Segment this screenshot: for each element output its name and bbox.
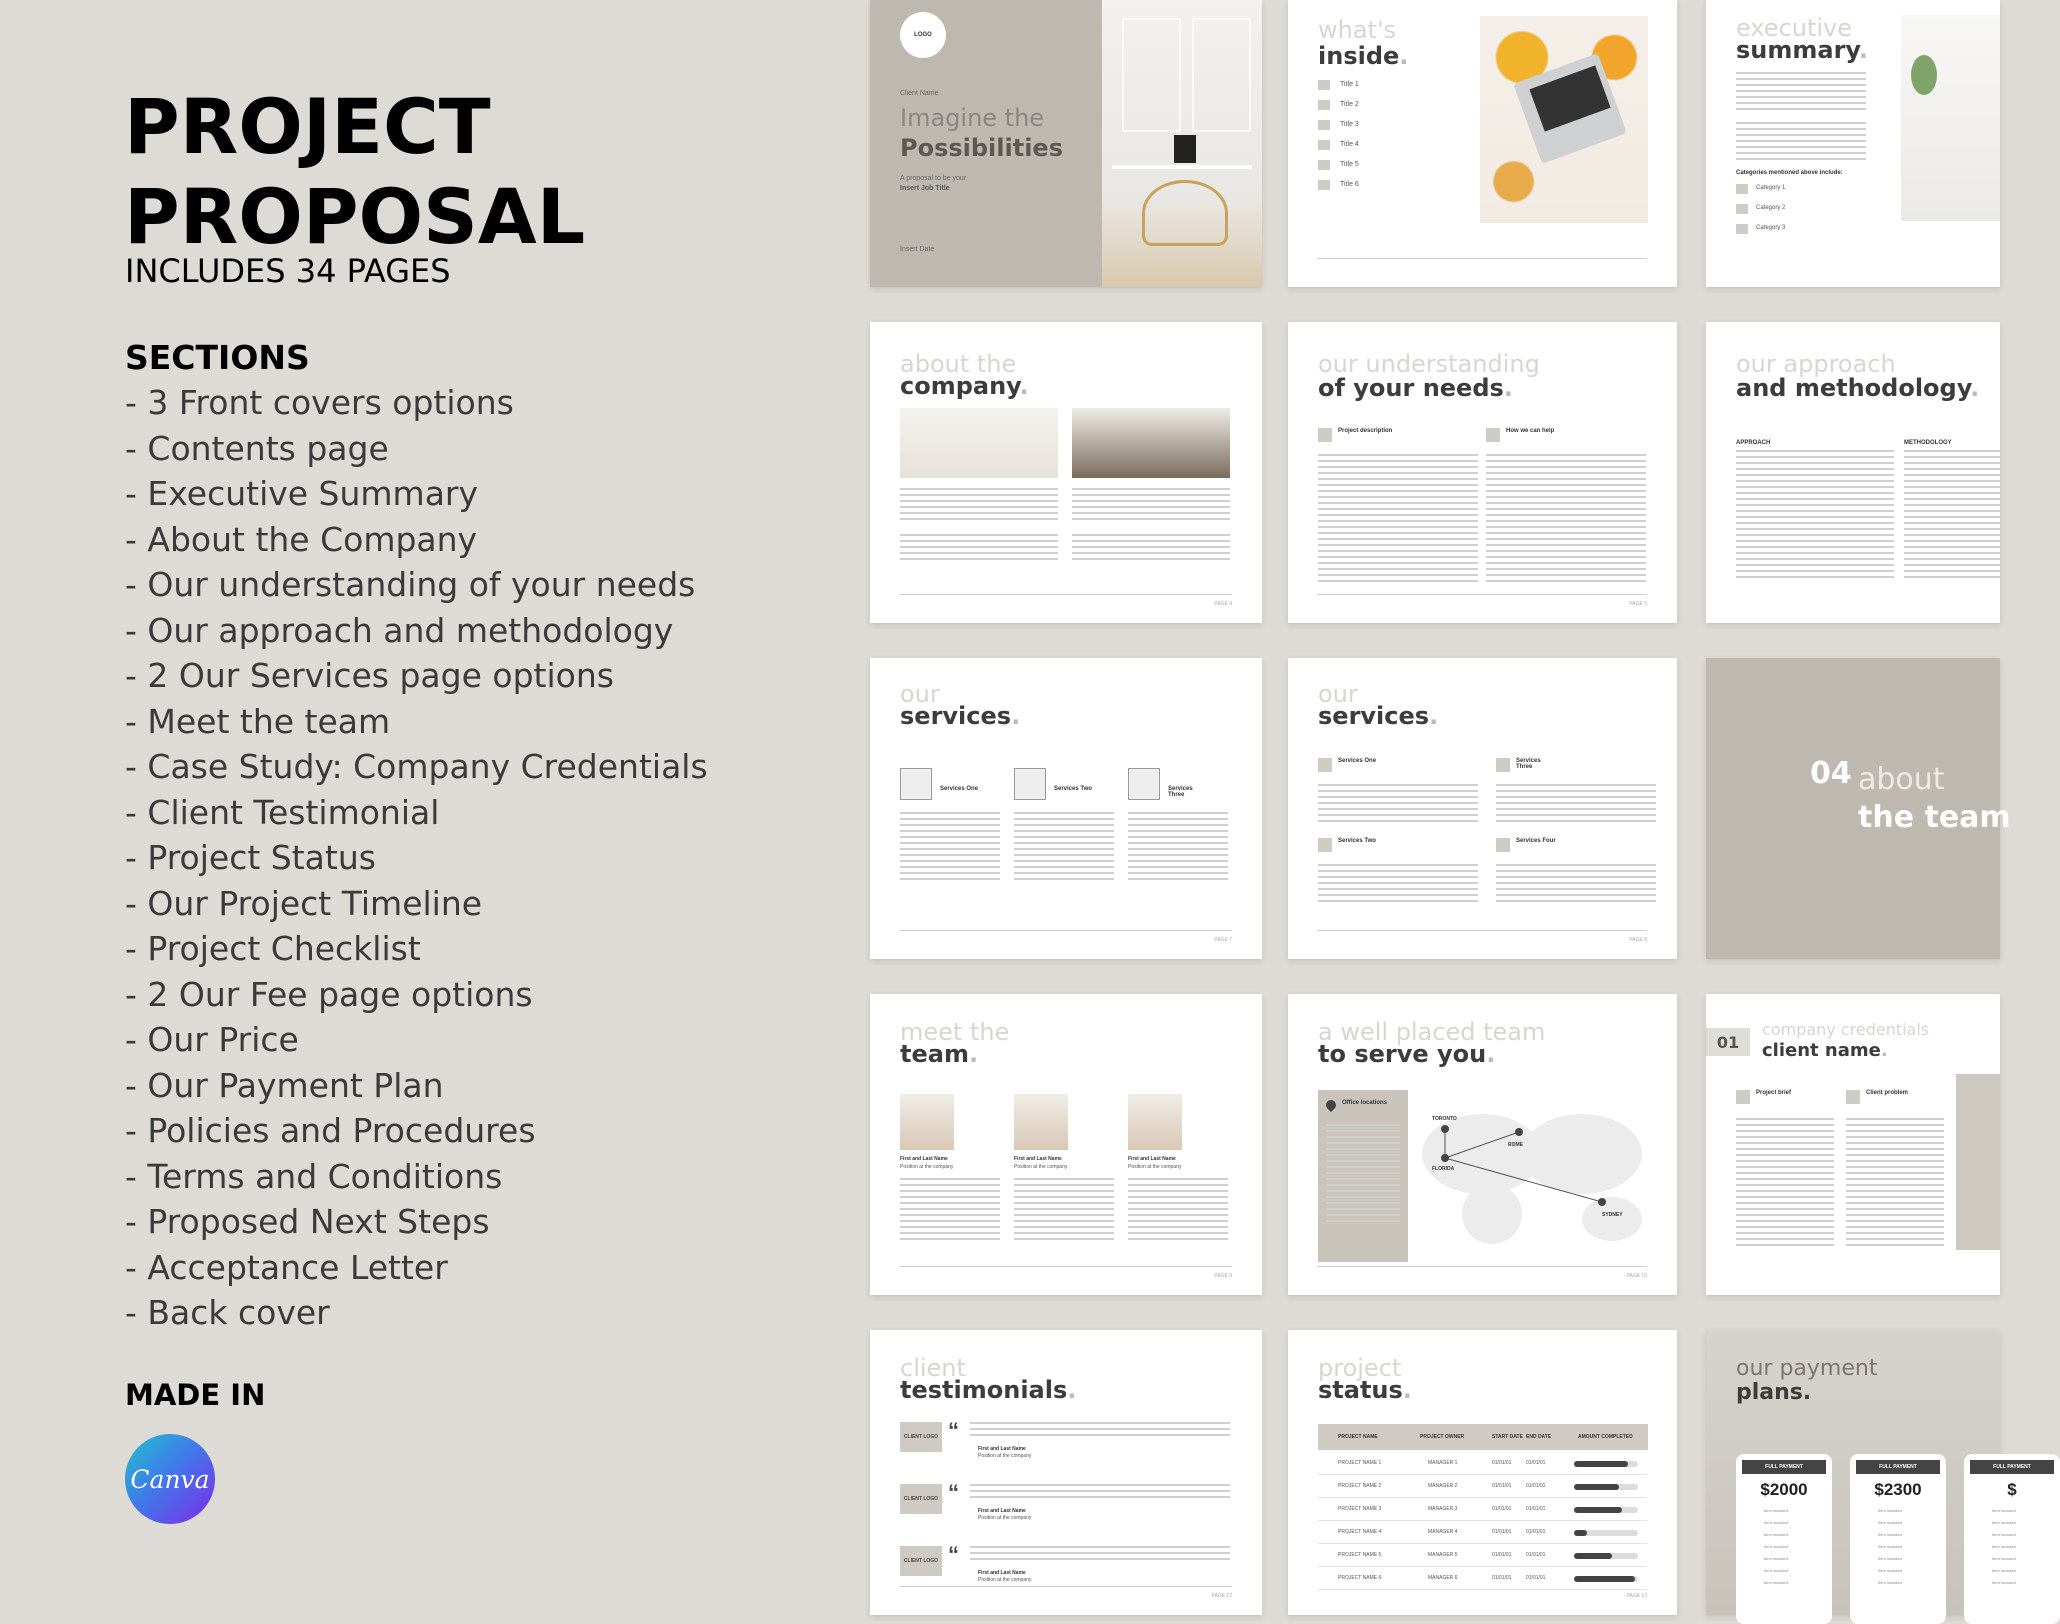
service-icon — [1318, 838, 1332, 852]
service-title: Services Three — [1516, 758, 1541, 770]
category-box — [1736, 184, 1748, 194]
heading-bold: testimonials . — [900, 1376, 1076, 1404]
plan-item: Item included — [1992, 1556, 2016, 1561]
member-position: Position at the company — [1128, 1164, 1182, 1170]
member-position: Position at the company — [1014, 1164, 1068, 1170]
heading-light: our — [1318, 680, 1358, 708]
service-icon — [900, 768, 932, 800]
section-item: - Our Price — [125, 1020, 299, 1059]
table-cell: 01/01/01 — [1526, 1506, 1546, 1512]
heading-light: what's — [1318, 16, 1397, 44]
page-meet-team — [870, 994, 1262, 1295]
table-cell: MANAGER 3 — [1428, 1506, 1458, 1512]
office-photo — [1901, 15, 2000, 221]
progress-fill — [1574, 1461, 1628, 1467]
plan-price: $2300 — [1874, 1480, 1922, 1499]
section-item: - Our understanding of your needs — [125, 565, 696, 604]
city-label: SYDNEY — [1602, 1212, 1623, 1218]
table-row — [1318, 1544, 1647, 1567]
contents-item: Title 6 — [1340, 181, 1359, 188]
heading-bold: inside . — [1318, 42, 1408, 70]
page-whats-inside — [1288, 0, 1677, 287]
plan-item: Item included — [1764, 1520, 1788, 1525]
title-line-1: PROJECT — [124, 82, 491, 171]
heading-bold: of your needs . — [1318, 374, 1513, 402]
quote-icon: “ — [948, 1418, 959, 1443]
contents-item: Title 3 — [1340, 121, 1359, 128]
service-icon — [1496, 838, 1510, 852]
problem-icon — [1846, 1090, 1860, 1104]
office-label: Office locations — [1342, 1100, 1388, 1106]
table-cell: 01/01/01 — [1492, 1460, 1512, 1466]
plan-item: Item included — [1878, 1508, 1902, 1513]
section-item: - Our Payment Plan — [125, 1065, 444, 1105]
section-item: - 2 Our Fee page options — [125, 974, 533, 1014]
table-cell: PROJECT NAME 2 — [1338, 1483, 1382, 1489]
heading-light: company credentials — [1762, 1020, 1930, 1039]
laptop-photo — [1480, 16, 1648, 223]
table-row — [1318, 1521, 1647, 1544]
list-number-box — [1318, 100, 1330, 110]
page-executive-summary — [1706, 0, 2000, 287]
plan-item: Item included — [1764, 1508, 1788, 1513]
page-number: PAGE 10 — [1626, 1273, 1647, 1279]
testimonial-position: Position at the company — [978, 1515, 1032, 1521]
contents-item: Title 2 — [1340, 101, 1359, 108]
plan-price: $2000 — [1760, 1480, 1808, 1499]
col-heading: Project brief — [1756, 1090, 1792, 1096]
plan-price: $ — [2007, 1480, 2017, 1499]
testimonial-position: Position at the company — [978, 1577, 1032, 1583]
table-cell: PROJECT NAME 3 — [1338, 1506, 1382, 1512]
plan-item: Item included — [1878, 1580, 1902, 1585]
service-title: Services Three — [1168, 786, 1193, 798]
heading-light: executive — [1736, 14, 1853, 42]
progress-bar — [1574, 1576, 1638, 1582]
plan-item: Item included — [1878, 1532, 1902, 1537]
page-credentials — [1706, 994, 2000, 1295]
column-header: AMOUNT COMPLETED — [1578, 1434, 1633, 1440]
progress-fill — [1574, 1530, 1587, 1536]
divider-number: 04 — [1810, 756, 1852, 791]
table-cell: MANAGER 1 — [1428, 1460, 1458, 1466]
column-header: PROJECT OWNER — [1420, 1434, 1465, 1440]
heading-light: meet the — [900, 1018, 1010, 1046]
service-icon — [1496, 758, 1510, 772]
client-logo: CLIENT LOGO — [900, 1484, 942, 1514]
help-icon — [1486, 428, 1500, 442]
testimonial-name: First and Last Name — [978, 1446, 1026, 1452]
section-item: - Contents page — [125, 428, 389, 468]
heading-bold: team . — [900, 1040, 978, 1068]
page-approach — [1706, 322, 2000, 623]
heading-bold: client name . — [1762, 1040, 1888, 1061]
payment-plan-card — [1850, 1454, 1946, 1624]
page-testimonials — [870, 1330, 1262, 1615]
heading-light: our understanding — [1318, 350, 1540, 378]
product-title — [124, 82, 585, 262]
col-heading: Client problem — [1866, 1090, 1909, 1096]
office-panel — [1318, 1090, 1408, 1262]
team-member-photo — [1128, 1094, 1182, 1150]
contents-item: Title 5 — [1340, 161, 1359, 168]
table-row — [1318, 1567, 1647, 1590]
plan-item: Item included — [1992, 1580, 2016, 1585]
col-heading: How we can help — [1506, 428, 1555, 434]
section-item: - Client Testimonial — [125, 792, 440, 832]
sections-list — [125, 380, 708, 1336]
plan-item: Item included — [1764, 1556, 1788, 1561]
cover-date: Insert Date — [900, 246, 935, 253]
list-number-box — [1318, 160, 1330, 170]
column-header: PROJECT NAME — [1338, 1434, 1378, 1440]
plan-item: Item included — [1992, 1544, 2016, 1549]
list-number-box — [1318, 180, 1330, 190]
page-serve-you — [1288, 994, 1677, 1295]
page-number: PAGE 4 — [1214, 601, 1232, 607]
testimonial-name: First and Last Name — [978, 1570, 1026, 1576]
table-row — [1318, 1452, 1647, 1475]
plan-item: Item included — [1992, 1520, 2016, 1525]
table-cell: 01/01/01 — [1526, 1575, 1546, 1581]
heading-light: client — [900, 1354, 966, 1382]
plan-item: Item included — [1764, 1580, 1788, 1585]
credential-number: 01 — [1706, 1028, 1750, 1056]
divider-light: about — [1858, 762, 1945, 797]
heading-bold: services . — [900, 702, 1020, 730]
categories-label: Categories mentioned above include: — [1736, 170, 1843, 176]
heading-light: our approach — [1736, 350, 1896, 378]
location-pin-icon — [1324, 1098, 1338, 1112]
page-number: PAGE 7 — [1214, 937, 1232, 943]
side-panel — [1956, 1074, 2000, 1250]
plan-item: Item included — [1992, 1508, 2016, 1513]
heading-bold: summary . — [1736, 36, 1868, 64]
page-number: PAGE 13 — [1626, 1593, 1647, 1599]
table-cell: MANAGER 4 — [1428, 1529, 1458, 1535]
table-cell: PROJECT NAME 1 — [1338, 1460, 1382, 1466]
table-cell: MANAGER 5 — [1428, 1552, 1458, 1558]
member-name: First and Last Name — [900, 1156, 948, 1162]
table-cell: PROJECT NAME 6 — [1338, 1575, 1382, 1581]
service-title: Services One — [1338, 758, 1377, 764]
page-about-company — [870, 322, 1262, 623]
heading-light: our payment — [1736, 1356, 1878, 1381]
team-member-photo — [1014, 1094, 1068, 1150]
heading-light: project — [1318, 1354, 1402, 1382]
section-item: - Executive Summary — [125, 474, 479, 513]
page-count-subtitle: INCLUDES 34 PAGES — [125, 252, 451, 290]
plan-label: FULL PAYMENT — [1970, 1460, 2054, 1474]
table-cell: 01/01/01 — [1492, 1506, 1512, 1512]
product-description-panel — [0, 0, 860, 1615]
table-cell: PROJECT NAME 5 — [1338, 1552, 1382, 1558]
plan-item: Item included — [1878, 1556, 1902, 1561]
heading-bold: to serve you . — [1318, 1040, 1495, 1068]
page-number: PAGE 12 — [1211, 1593, 1232, 1599]
plan-item: Item included — [1878, 1520, 1902, 1525]
page-number: PAGE 8 — [1629, 937, 1647, 943]
heading-bold: company . — [900, 372, 1029, 400]
section-item: - 3 Front covers options — [125, 383, 514, 422]
quote-icon: “ — [948, 1480, 959, 1505]
progress-fill — [1574, 1484, 1619, 1490]
progress-fill — [1574, 1553, 1612, 1559]
service-title: Services Two — [1338, 838, 1376, 844]
client-logo: CLIENT LOGO — [900, 1546, 942, 1576]
category-item: Category 3 — [1756, 225, 1786, 231]
city-label: FLORIDA — [1432, 1166, 1455, 1172]
member-position: Position at the company — [900, 1164, 954, 1170]
page-services-2 — [1288, 658, 1677, 959]
cover-bold-title: Possibilities — [900, 134, 1063, 162]
plan-item: Item included — [1764, 1568, 1788, 1573]
client-logo: CLIENT LOGO — [900, 1422, 942, 1452]
testimonial-position: Position at the company — [978, 1453, 1032, 1459]
col-heading: Project description — [1338, 428, 1393, 434]
service-title: Services One — [940, 786, 979, 792]
progress-fill — [1574, 1507, 1622, 1513]
section-item: - Our Project Timeline — [125, 883, 483, 923]
page-payment-plans — [1706, 1330, 2031, 1615]
section-item: - Proposed Next Steps — [125, 1202, 490, 1241]
heading-light: about the — [900, 350, 1017, 378]
category-item: Category 1 — [1756, 185, 1786, 191]
city-label: TORONTO — [1432, 1116, 1457, 1122]
status-table-header — [1318, 1424, 1648, 1450]
page-cover — [870, 0, 1262, 287]
service-icon — [1318, 758, 1332, 772]
column-header: END DATE — [1526, 1434, 1552, 1440]
table-row — [1318, 1475, 1647, 1498]
section-item: - Project Checklist — [125, 929, 421, 968]
table-cell: MANAGER 2 — [1428, 1483, 1458, 1489]
service-icon — [1014, 768, 1046, 800]
heading-bold: plans. — [1736, 1380, 1812, 1405]
service-icon — [1128, 768, 1160, 800]
page-project-status — [1288, 1330, 1677, 1615]
table-cell: 01/01/01 — [1526, 1483, 1546, 1489]
plan-item: Item included — [1764, 1544, 1788, 1549]
brief-icon — [1736, 1090, 1750, 1104]
project-description-icon — [1318, 428, 1332, 442]
heading-light: a well placed team — [1318, 1018, 1546, 1046]
plan-item: Item included — [1878, 1568, 1902, 1573]
category-item: Category 2 — [1756, 205, 1786, 211]
cover-client-name: Client Name — [900, 90, 939, 97]
col-heading: METHODOLOGY — [1904, 440, 1952, 446]
page-understanding-needs — [1288, 322, 1677, 623]
contents-item: Title 4 — [1340, 141, 1359, 148]
progress-bar — [1574, 1530, 1638, 1536]
section-item: - 2 Our Services page options — [125, 656, 614, 695]
plan-item: Item included — [1764, 1532, 1788, 1537]
category-box — [1736, 224, 1748, 234]
canva-logo: Canva — [125, 1434, 215, 1524]
meeting-photo — [1072, 408, 1230, 478]
cover-light-title: Imagine the — [900, 104, 1045, 132]
table-cell: 01/01/01 — [1526, 1552, 1546, 1558]
table-cell: 01/01/01 — [1492, 1575, 1512, 1581]
divider-bold: the team — [1858, 800, 2011, 835]
plan-item: Item included — [1878, 1544, 1902, 1549]
progress-bar — [1574, 1461, 1638, 1467]
table-cell: 01/01/01 — [1526, 1460, 1546, 1466]
section-item: - Policies and Procedures — [125, 1111, 536, 1150]
plan-label: FULL PAYMENT — [1856, 1460, 1940, 1474]
testimonial-name: First and Last Name — [978, 1508, 1026, 1514]
plan-item: Item included — [1992, 1568, 2016, 1573]
plan-label: FULL PAYMENT — [1742, 1460, 1826, 1474]
section-item: - Project Status — [125, 838, 376, 877]
heading-bold: services . — [1318, 702, 1438, 730]
service-title: Services Four — [1516, 838, 1556, 844]
table-cell: MANAGER 6 — [1428, 1575, 1458, 1581]
section-item: - About the Company — [125, 519, 478, 559]
section-item: - Acceptance Letter — [125, 1247, 448, 1287]
heading-light: our — [900, 680, 940, 708]
made-in-label: MADE IN — [125, 1378, 266, 1412]
section-item: - Case Study: Company Credentials — [125, 747, 708, 786]
contents-item: Title 1 — [1340, 81, 1359, 88]
table-cell: 01/01/01 — [1492, 1483, 1512, 1489]
progress-bar — [1574, 1484, 1638, 1490]
plan-item: Item included — [1992, 1532, 2016, 1537]
cover-proposal-text: A proposal to be your — [900, 175, 967, 182]
table-cell: 01/01/01 — [1526, 1529, 1546, 1535]
payment-plan-card — [1964, 1454, 2060, 1624]
page-number: PAGE 9 — [1214, 1273, 1232, 1279]
progress-fill — [1574, 1576, 1635, 1582]
page-number: PAGE 5 — [1629, 601, 1647, 607]
section-item: - Terms and Conditions — [125, 1156, 503, 1196]
section-item: - Meet the team — [125, 701, 391, 741]
heading-bold: and methodology . — [1736, 374, 1979, 402]
member-name: First and Last Name — [1128, 1156, 1176, 1162]
col-heading: APPROACH — [1736, 440, 1771, 446]
section-item: - Our approach and methodology — [125, 610, 674, 650]
member-name: First and Last Name — [1014, 1156, 1062, 1162]
list-number-box — [1318, 120, 1330, 130]
team-member-photo — [900, 1094, 954, 1150]
cover-photo-room — [1102, 0, 1262, 287]
table-row — [1318, 1498, 1647, 1521]
category-box — [1736, 204, 1748, 214]
logo-circle: LOGO — [900, 12, 946, 58]
progress-bar — [1574, 1507, 1638, 1513]
city-label: ROME — [1508, 1142, 1523, 1148]
quote-icon: “ — [948, 1542, 959, 1567]
progress-bar — [1574, 1553, 1638, 1559]
table-cell: 01/01/01 — [1492, 1552, 1512, 1558]
sections-heading: SECTIONS — [125, 338, 310, 377]
column-header: START DATE — [1492, 1434, 1523, 1440]
table-cell: PROJECT NAME 4 — [1338, 1529, 1382, 1535]
desk-photo — [900, 408, 1058, 478]
section-item: - Back cover — [125, 1293, 330, 1332]
service-title: Services Two — [1054, 786, 1092, 792]
cover-job-title: Insert Job Title — [900, 185, 950, 192]
list-number-box — [1318, 140, 1330, 150]
page-team-divider — [1706, 658, 2011, 959]
table-cell: 01/01/01 — [1492, 1529, 1512, 1535]
payment-plan-card — [1736, 1454, 1832, 1624]
title-line-2: PROPOSAL — [124, 172, 586, 261]
page-services-1 — [870, 658, 1262, 959]
heading-bold: status . — [1318, 1376, 1412, 1404]
list-number-box — [1318, 80, 1330, 90]
